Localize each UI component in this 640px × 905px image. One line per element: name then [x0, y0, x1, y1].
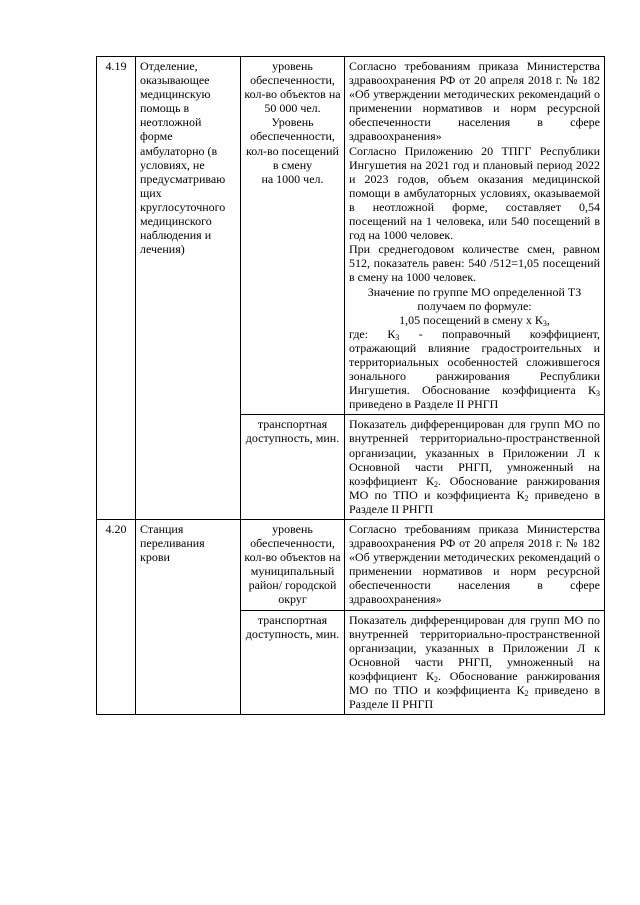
indicator-description: Согласно требованиям приказа Министерства здравоохранения РФ от 20 апреля 2018 г. № 182 «Об утверждении методических рекомендаций о применении нормативов и норм ресурсной обеспеченности населения в сфере здравоохранения» [345, 520, 605, 611]
table-row [97, 520, 605, 611]
normatives-table [96, 56, 605, 715]
formula: 1,05 посещений в смену х $К_3$, [399, 312, 550, 328]
row-number: 4.20 [97, 520, 136, 715]
table-row [97, 57, 605, 415]
indicator-label: транспортная доступность, мин. [241, 415, 345, 520]
indicator-label: уровень обеспеченности, кол-во объектов на 50 000 чел. Уровень обеспеченности, кол-во посещений в смену на 1000 чел. [241, 57, 345, 415]
formula-explanation: где: $К_3$ - поправочный коэффициент, отражающий влияние градостроительных и территориальных особенностей сложившегося зонального ранжирования Республики Ингушетия. Обоснование коэффициента $К_3$ приведено в Разделе II РНГП [349, 326, 600, 412]
indicator-description: Показатель дифференцирован для групп МО по внутренней территориально-пространственной организации, указанных в Приложении Л к Основной части РНГП, умноженный на коэффициент $К_2$. Обоснование ранжирования МО по ТПО и коэффициента $К_2$ приведено в Разделе II РНГП [345, 415, 605, 520]
indicator-label: уровень обеспеченности, кол-во объектов на муниципальный район/ городской округ [241, 520, 345, 611]
row-number: 4.19 [97, 57, 136, 520]
object-name: Станция переливания крови [136, 520, 241, 715]
indicator-description: Показатель дифференцирован для групп МО по внутренней территориально-пространственной организации, указанных в Приложении Л к Основной части РНГП, умноженный на коэффициент $К_2$. Обоснование ранжирования МО по ТПО и коэффициента $К_2$ приведено в Разделе II РНГП [345, 610, 605, 715]
indicator-description: Согласно требованиям приказа Министерства здравоохранения РФ от 20 апреля 2018 г. № 182 «Об утверждении методических рекомендаций о применении нормативов и норм ресурсной обеспеченности населения в сфере здравоохранения» Согласно Приложению 20 ТПГГ Республики Ингушетия на 2021 год и плановый период 2022 и 2023 годов, объем оказания медицинской помощи в амбулаторных условиях, оказываемой в неотложной форме, составляет 0,54 посещений на 1 человека, или 540 посещений в год на 1000 человек. При среднегодовом количестве смен, равном 512, показатель равен: 540 /512=1,05 посещений в смену на 1000 человек. Значение по группе МО определенной ТЗ получаем по формуле: 1,05 посещений в смену х $К_3$, где: $К_3$ - поправочный коэффициент, отражающий влияние градостроительных и территориальных особенностей сложившегося зонального ранжирования Республики Ингушетия. Обоснование коэффициента $К_3$ приведено в Разделе II РНГП [345, 57, 605, 415]
indicator-label: транспортная доступность, мин. [241, 610, 345, 715]
object-name: Отделение, оказывающее медицинскую помощь в неотложной форме амбулаторно (в условиях, не предусматриваю щих круглосуточного медицинского наблюдения и лечения) [136, 57, 241, 520]
